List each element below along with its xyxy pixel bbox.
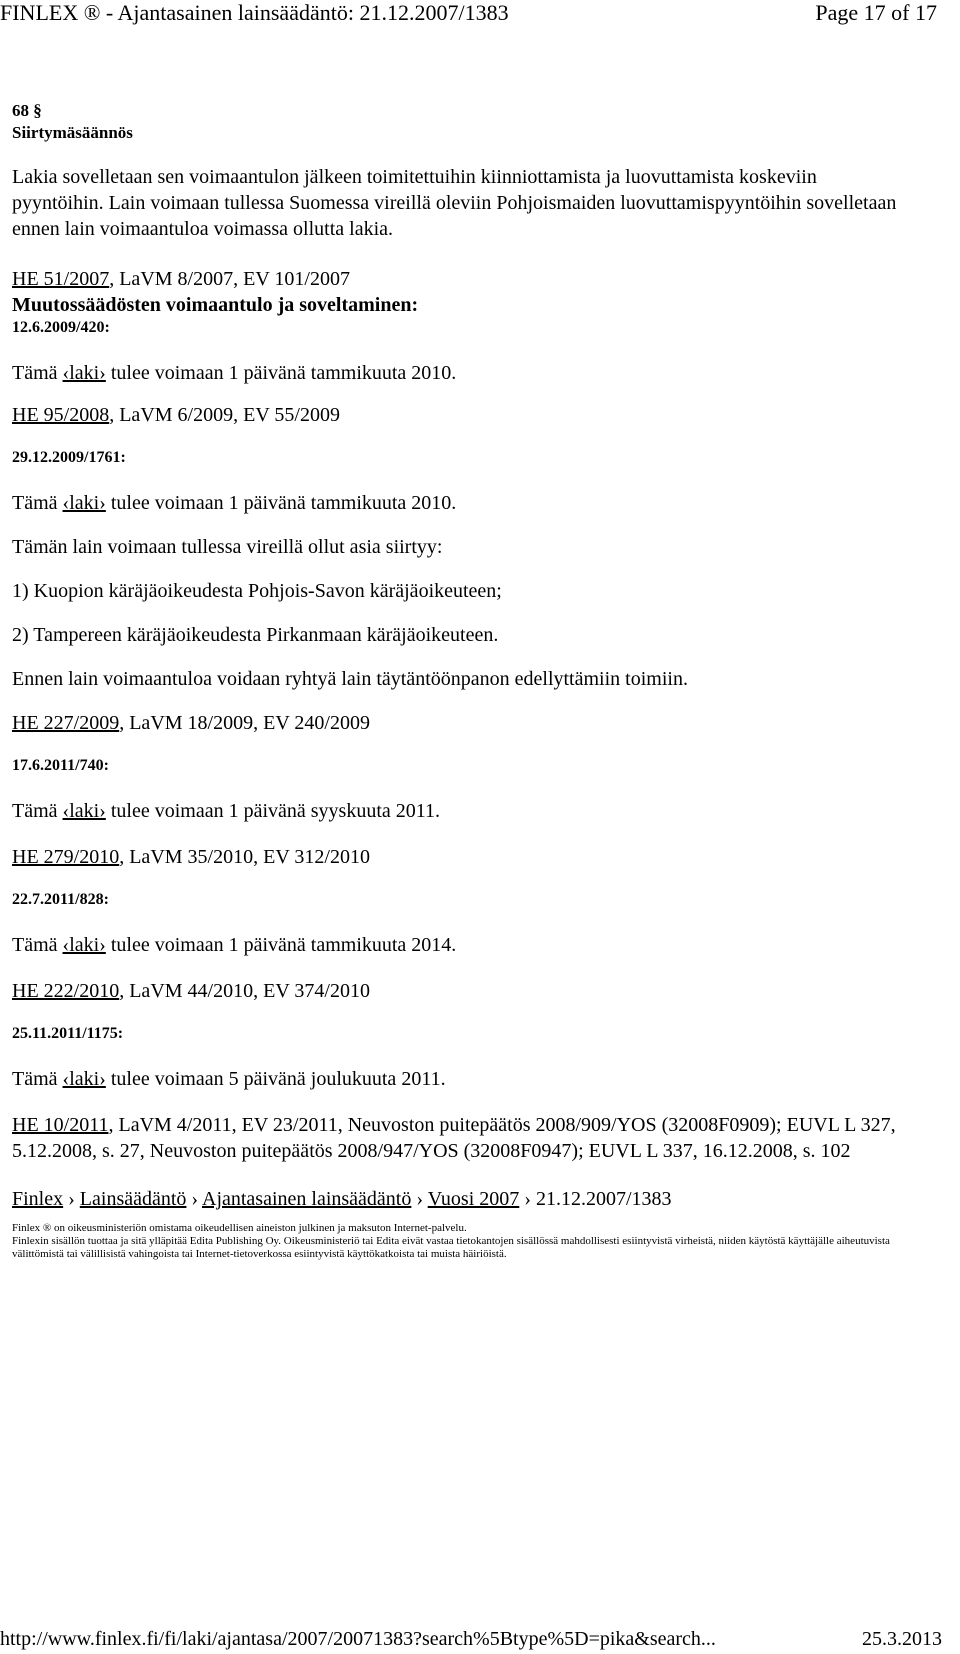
section-title: Siirtymäsäännös xyxy=(12,123,133,142)
breadcrumb-current: 21.12.2007/1383 xyxy=(535,1188,672,1210)
reference-line: HE 51/2007, LaVM 8/2007, EV 101/2007 xyxy=(12,268,350,290)
paragraph: Tämän lain voimaan tullessa vireillä ollut asia siirtyy: xyxy=(12,536,443,558)
entry-into-force: Tämä ‹laki› tulee voimaan 1 päivänä tammikuuta 2014. xyxy=(12,934,457,956)
entry-into-force: Tämä ‹laki› tulee voimaan 5 päivänä joulukuuta 2011. xyxy=(12,1068,446,1090)
breadcrumb-lainsaadanto[interactable]: Lainsäädäntö xyxy=(79,1188,187,1210)
reference-line: HE 95/2008, LaVM 6/2009, EV 55/2009 xyxy=(12,404,340,426)
print-footer-date: 25.3.2013 xyxy=(862,1628,942,1650)
print-footer-url: http://www.finlex.fi/fi/laki/ajantasa/2007/20071383?search%5Btype%5D=pika&search... xyxy=(0,1628,716,1650)
breadcrumb-separator: › xyxy=(524,1188,531,1210)
reference-line: HE 222/2010, LaVM 44/2010, EV 374/2010 xyxy=(12,980,370,1002)
laki-link[interactable]: ‹laki› xyxy=(62,492,106,514)
entry-into-force: Tämä ‹laki› tulee voimaan 1 päivänä tammikuuta 2010. xyxy=(12,362,457,384)
amendments-heading: Muutossäädösten voimaantulo ja soveltaminen: xyxy=(12,294,419,316)
print-header-title: FINLEX ® - Ajantasainen lainsäädäntö: 21.12.2007/1383 xyxy=(0,0,509,25)
reference-link[interactable]: HE 51/2007 xyxy=(12,268,110,290)
reference-line: HE 279/2010, LaVM 35/2010, EV 312/2010 xyxy=(12,846,370,868)
amendment-id: 29.12.2009/1761: xyxy=(12,449,126,466)
reference-link[interactable]: HE 10/2011 xyxy=(12,1114,109,1136)
reference-line: HE 10/2011, LaVM 4/2011, EV 23/2011, Neuvoston puitepäätös 2008/909/YOS (32008F0909); EUVL L 327, 5.12.2008, s. 27, Neuvoston puitepäätös 2008/947/YOS (32008F0947); EUVL L 337, 16.12.2008, s. 102 xyxy=(12,1114,896,1162)
laki-link[interactable]: ‹laki› xyxy=(62,1068,106,1090)
reference-link[interactable]: HE 279/2010 xyxy=(12,846,120,868)
document-body xyxy=(12,100,912,1261)
disclaimer xyxy=(12,1222,942,1261)
reference-link[interactable]: HE 227/2009 xyxy=(12,712,120,734)
breadcrumb-separator: › xyxy=(68,1188,75,1210)
breadcrumb-finlex[interactable]: Finlex xyxy=(12,1188,64,1210)
reference-link[interactable]: HE 95/2008 xyxy=(12,404,110,426)
amendment-id: 22.7.2011/828: xyxy=(12,891,109,908)
entry-into-force: Tämä ‹laki› tulee voimaan 1 päivänä tammikuuta 2010. xyxy=(12,492,457,514)
breadcrumb xyxy=(12,1186,912,1212)
disclaimer-line: Finlexin sisällön tuottaa ja sitä ylläpitää Edita Publishing Oy. Oikeusministeriö tai Edita eivät vastaa tietokantojen sisällössä mahdollisesti esiintyvistä virheistä, niiden käytöstä käyttäjälle aiheutuvista välittömistä tai välillisistä vahingoista tai Internet-tietoverkossa esiintyvistä käyttökatkoista tai muista häiriöistä. xyxy=(12,1235,890,1260)
section-text: Lakia sovelletaan sen voimaantulon jälkeen toimitettuihin kiinniottamista ja luovuttamista koskeviin pyyntöihin. Lain voimaan tullessa Suomessa vireillä oleviin Pohjoismaiden luovuttamispyyntöihin sovelletaan ennen lain voimaantuloa voimassa ollutta lakia. xyxy=(12,166,897,240)
laki-link[interactable]: ‹laki› xyxy=(62,362,106,384)
reference-link[interactable]: HE 222/2010 xyxy=(12,980,120,1002)
breadcrumb-vuosi[interactable]: Vuosi 2007 xyxy=(427,1188,520,1210)
paragraph: 2) Tampereen käräjäoikeudesta Pirkanmaan käräjäoikeuteen. xyxy=(12,624,499,646)
print-header xyxy=(0,0,937,28)
breadcrumb-separator: › xyxy=(191,1188,199,1210)
print-footer xyxy=(0,1626,942,1654)
reference-line: HE 227/2009, LaVM 18/2009, EV 240/2009 xyxy=(12,712,370,734)
amendment-id: 17.6.2011/740: xyxy=(12,757,109,774)
paragraph: 1) Kuopion käräjäoikeudesta Pohjois-Savon käräjäoikeuteen; xyxy=(12,580,502,602)
section-number: 68 § xyxy=(12,101,42,120)
breadcrumb-ajantasainen[interactable]: Ajantasainen lainsäädäntö xyxy=(202,1188,412,1210)
entry-into-force: Tämä ‹laki› tulee voimaan 1 päivänä syyskuuta 2011. xyxy=(12,800,441,822)
amendment-id: 12.6.2009/420: xyxy=(12,319,110,336)
laki-link[interactable]: ‹laki› xyxy=(62,934,106,956)
paragraph: Ennen lain voimaantuloa voidaan ryhtyä lain täytäntöönpanon edellyttämiin toimiin. xyxy=(12,668,688,690)
amendment-id: 25.11.2011/1175: xyxy=(12,1025,124,1042)
laki-link[interactable]: ‹laki› xyxy=(62,800,106,822)
print-header-page: Page 17 of 17 xyxy=(815,0,937,25)
breadcrumb-separator: › xyxy=(416,1188,424,1210)
disclaimer-line: Finlex ® on oikeusministeriön omistama oikeudellisen aineiston julkinen ja maksuton Internet-palvelu. xyxy=(12,1222,467,1234)
